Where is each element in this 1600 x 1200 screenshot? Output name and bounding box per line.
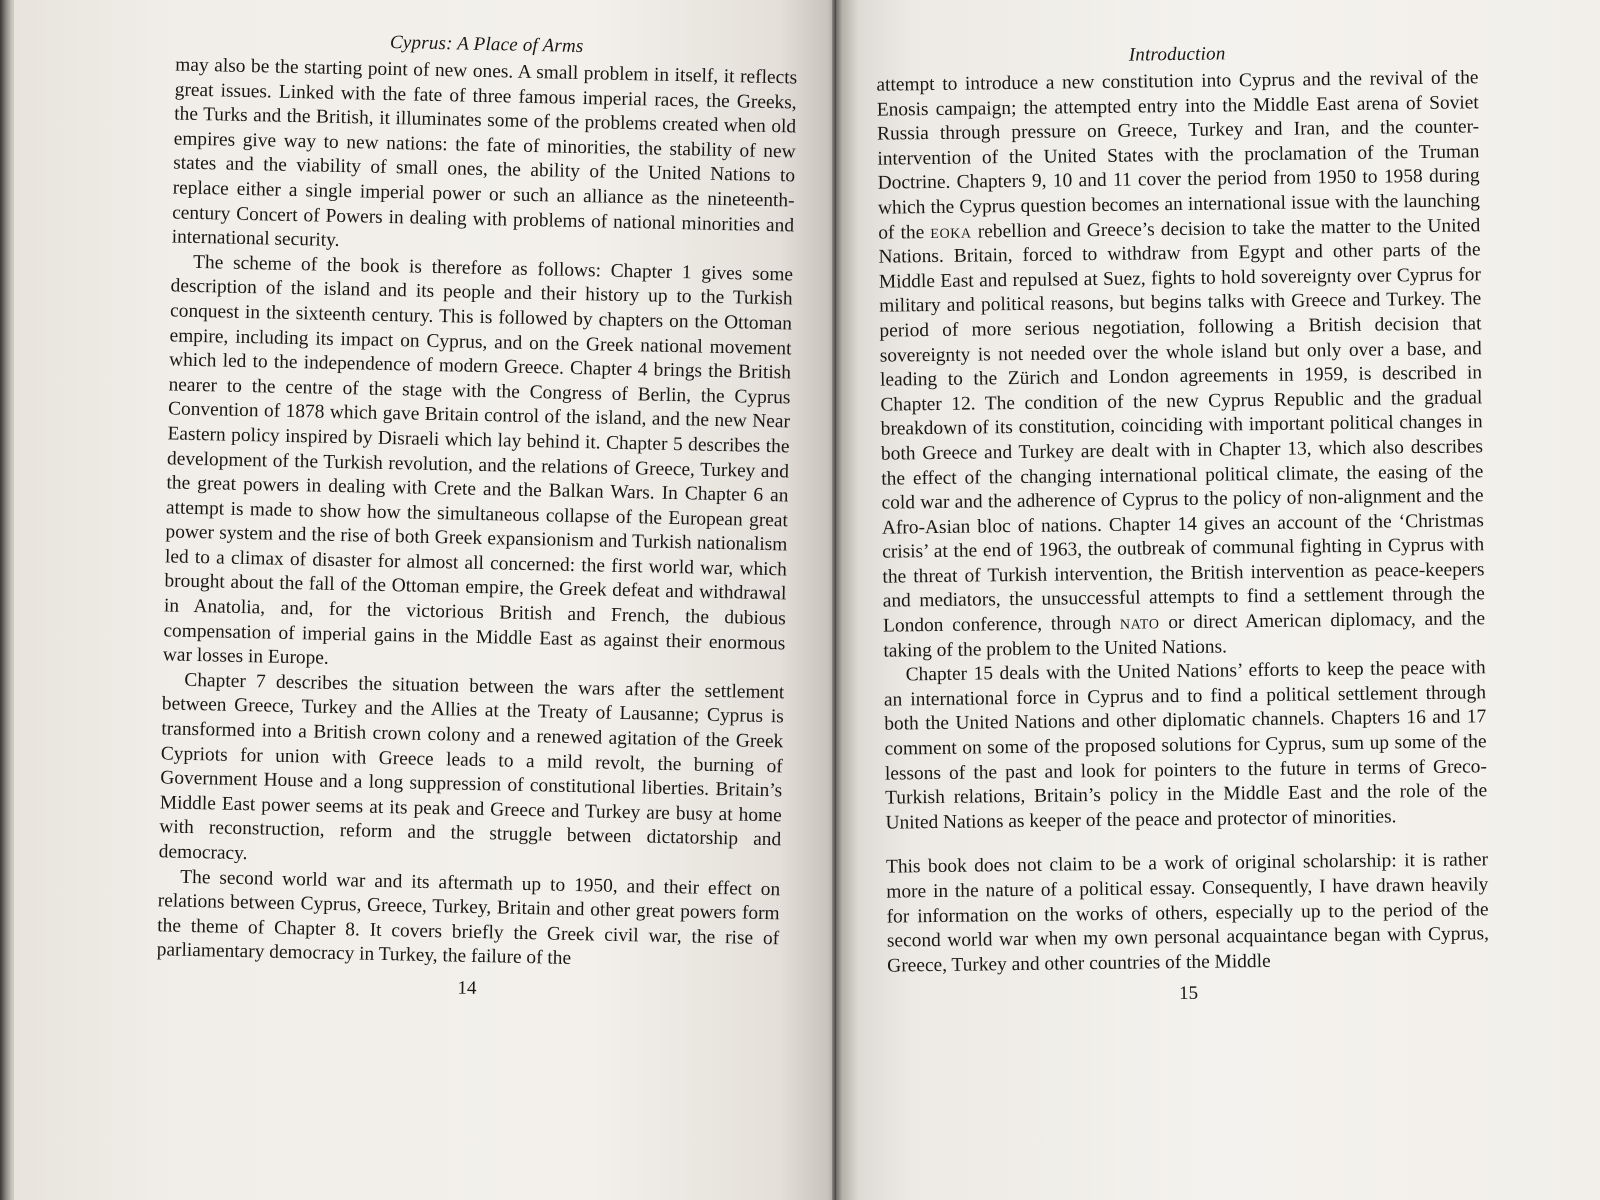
right-paragraph-1-part-c: or direct American diplomacy, and the taking of the problem to the United Nations. — [883, 608, 1486, 662]
left-page-content — [156, 27, 798, 1006]
left-running-head: Cyprus: A Place of Arms — [389, 31, 584, 58]
right-paragraph-1-part-a: attempt to introduce a new constitution into Cyprus and the revival of the Enosis campaign; the attempted entry into the Middle East arena of Soviet Russia through pressure on Greece, Turkey and Iran, and the counter-intervention of the United States with the proclamation of the Truman Doctrine. Chapters 9, 10 and 11 cover the period from 1950 to 1958 during which the Cyprus question becomes an international issue with the launching of the — [876, 67, 1481, 244]
right-page-number: 15 — [1178, 983, 1199, 1005]
right-paragraph-3: This book does not claim to be a work of original scholarship: it is rather more in the nature of a political essay. Consequently, I have drawn heavily for information on the works of others, especially up to the period of the second world war when my own personal acquaintance began with Cyprus, Greece, Turkey and other countries of the Middle — [885, 849, 1490, 977]
left-paragraph-3: Chapter 7 describes the situation between the wars after the settlement between Greece, Turkey and the Allies at the Treaty of Lausanne; Cyprus is transformed into a British crown colony and a renewed agitation of the Greek Cypriots for union with Greece leads to a mild revolt, the burning of Government House and a long suppression of constitutional liberties. Britain’s Middle East power seems at its peak and Greece and Turkey are busy at home with reconstruction, reform and the struggle between dictatorship and democracy. — [158, 669, 785, 865]
right-paragraph-2: Chapter 15 deals with the United Nations’ efforts to keep the peace with an international force in Cyprus and to find a political settlement through both the United Nations and other diplomatic channels. Chapters 16 and 17 comment on some of the proposed solutions for Cyprus, sum up some of the lessons of the past and look for pointers to the future in terms of Greco-Turkish relations, Britain’s policy in the Middle East and the role of the United Nations as keeper of the peace and protector of minorities. — [883, 657, 1488, 834]
left-page-text — [156, 53, 797, 976]
right-paragraph-1-part-b: rebellion and Greece’s decision to take the matter to the United Nations. Britain, forced to withdraw from Egypt and other parts of the Middle East and repulsed at Suez, fights to hold sovereignty over Cyprus for military and political reasons, but begins talks with Greece and Turkey. The period of more serious negotiation, following a British decision that sovereignty is not needed over the whole island but only over a base, and leading to the Zürich and London agreements in 1959, is described in Chapter 12. The condition of the new Cyprus Republic and the gradual breakdown of its constitution, coinciding with important political changes in both Greece and Turkey are dealt with in Chapter 13, which also describes the effect of the changing international political climate, the easing of the cold war and the adherence of Cyprus to the policy of non-alignment and the Afro-Asian bloc of nations. Chapter 14 gives an account of the ‘Christmas crisis’ at the end of 1963, the outbreak of communal fighting in Cyprus with the threat of Turkish intervention, the British intervention as peace-keepers and mediators, the unsuccessful attempts to find a settlement through the London conference, through — [878, 214, 1485, 637]
left-paragraph-1: may also be the starting point of new ones. A small problem in itself, it reflects great issues. Linked with the fate of three famous imperial races, the Greeks, the Turks and the British, it illuminates some of the problems created when old empires give way to new nations: the fate of minorities, the stability of new states and the viability of small ones, the ability of the United Nations to replace either a single imperial power or such an alliance as the nineteenth-century Concert of Powers in dealing with problems of national minorities and international security. — [171, 54, 798, 252]
left-paragraph-2: The scheme of the book is therefore as follows: Chapter 1 gives some description of the island and its people and their history up to the Turkish conquest in the sixteenth century. This is followed by chapters on the Ottoman empire, including its impact on Cyprus, and on the Greek national movement which led to the independence of modern Greece. Chapter 4 brings the British nearer to the centre of the stage with the Congress of Berlin, the Cyprus Convention of 1878 which gave Britain control of the island, and the new Near Eastern policy inspired by Disraeli which lay behind it. Chapter 5 describes the development of the Turkish revolution, and the relations of Greece, Turkey and the great powers in dealing with Crete and the Balkan Wars. In Chapter 6 an attempt is made to show how the simultaneous collapse of the European great power system and the rise of both Greek expansionism and Turkish nationalism led to a climax of disaster for almost all concerned: the first world war, which brought about the fall of the Ottoman empire, the Greek defeat and withdrawal in Anatolia, and, for the victorious British and French, the dubious compensation of imperial gains in the Middle East as against their enormous war losses in Europe. — [162, 251, 794, 670]
right-page-content — [876, 40, 1490, 1009]
left-page — [14, 0, 836, 1200]
eoka-small-caps: eoka — [930, 221, 972, 243]
right-page — [836, 0, 1600, 1200]
right-running-head: Introduction — [1128, 43, 1226, 66]
left-page-number: 14 — [457, 977, 477, 999]
nato-small-caps: nato — [1119, 612, 1160, 634]
right-paragraph-1 — [876, 66, 1485, 664]
right-page-text — [876, 66, 1489, 979]
left-paragraph-4: The second world war and its aftermath up to 1950, and their effect on relations between Cyprus, Greece, Turkey, Britain and other great powers form the theme of Chapter 8. It covers briefly the Greek civil war, the rise of parliamentary democracy in Turkey, the failure of the — [156, 866, 781, 970]
